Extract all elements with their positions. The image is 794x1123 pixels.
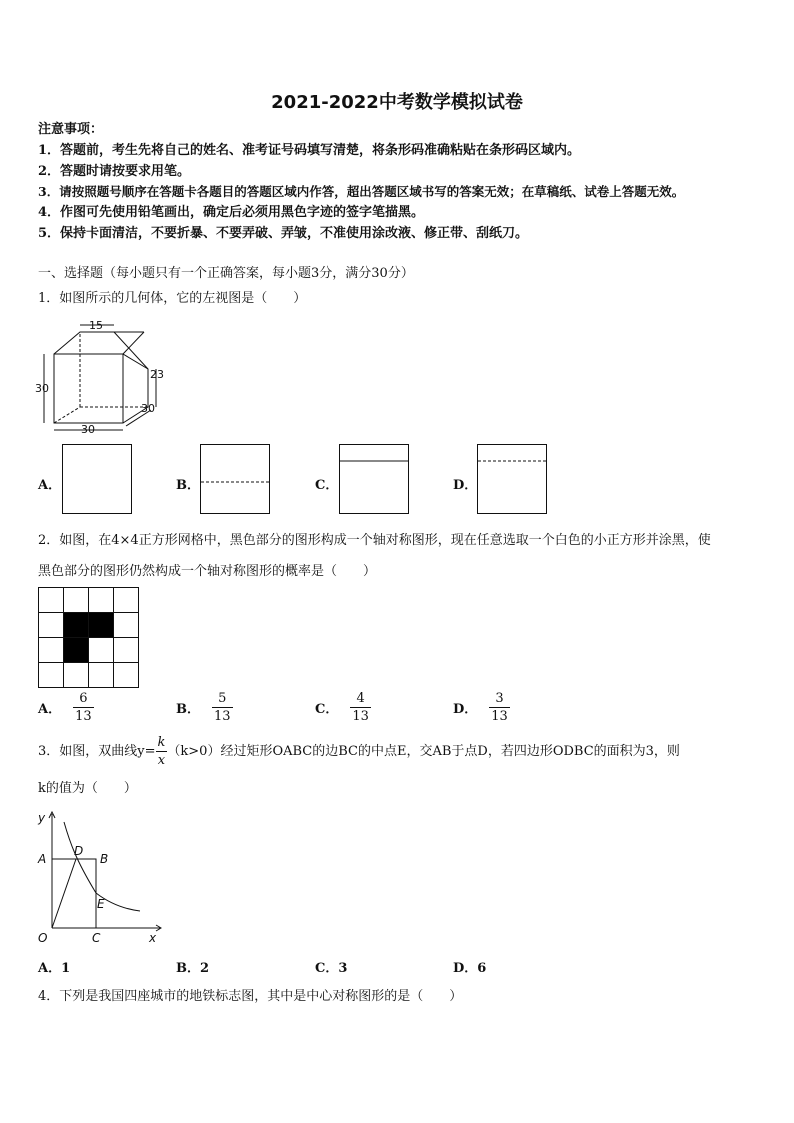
q2-stem-line2: 黑色部分的图形仍然构成一个轴对称图形的概率是（ ）: [38, 564, 377, 579]
numerator: 5: [218, 691, 227, 706]
q2-option-b-fraction: [212, 691, 233, 724]
q3-label-b: B: [100, 852, 109, 866]
numerator: 4: [356, 691, 365, 706]
q3-label-c: C: [92, 931, 101, 945]
q2-option-d-label: D．: [453, 702, 478, 717]
q1-option-c-label: C．: [315, 478, 339, 493]
q4-stem: 4．下列是我国四座城市的地铁标志图，其中是中心对称图形的是（ ）: [38, 989, 463, 1004]
q3-label-o: O: [38, 931, 48, 945]
q2-option-d-fraction: [489, 691, 510, 724]
numerator: 6: [79, 691, 88, 706]
q1-dim-top: 15: [89, 319, 103, 332]
q2-option-d: [453, 691, 510, 724]
q3-stem-post: （k>0）经过矩形OABC的边BC的中点E，交AB于点D，若四边形ODBC的面积为3，则: [167, 743, 680, 759]
q2-grid-figure: [38, 587, 139, 688]
denominator: 13: [352, 709, 369, 724]
q1-option-d-label: D．: [453, 478, 478, 493]
q1-dim-left: 30: [35, 382, 49, 395]
q3-graph-figure: [34, 808, 169, 948]
denominator: x: [157, 753, 166, 768]
notice-item-2: 2．答题时请按要求用笔。: [38, 164, 191, 179]
q3-fraction: [156, 735, 168, 768]
q3-option-b: B．2: [176, 961, 210, 976]
q3-stem-pre: 3．如图，双曲线y=: [38, 743, 156, 759]
q3-label-e: E: [97, 897, 105, 911]
q3-label-y: y: [38, 811, 46, 825]
q1-option-b-figure: [200, 444, 270, 514]
q2-stem-line1: 2．如图，在4×4正方形网格中，黑色部分的图形构成一个轴对称图形，现在任意选取一个白色的小正方形并涂黑，使: [38, 533, 711, 548]
q1-dim-depth: 30: [141, 402, 155, 415]
q2-option-a-fraction: [73, 691, 94, 724]
denominator: 13: [75, 709, 92, 724]
section-heading: 一、选择题（每小题只有一个正确答案，每小题3分，满分30分）: [38, 266, 414, 281]
q2-option-c-label: C．: [315, 702, 339, 717]
numerator: 3: [495, 691, 504, 706]
q1-dim-right: 23: [150, 368, 164, 381]
numerator: k: [157, 735, 166, 750]
notice-item-4: 4．作图可先使用铅笔画出，确定后必须用黑色字迹的签字笔描黑。: [38, 205, 425, 220]
q3-stem-line1: [38, 735, 680, 768]
q1-stem: 1．如图所示的几何体，它的左视图是（ ）: [38, 291, 307, 306]
denominator: 13: [491, 709, 508, 724]
q3-option-c: C．3: [315, 961, 348, 976]
q1-option-d-figure: [477, 444, 547, 514]
q1-dim-bottom: 30: [81, 423, 95, 436]
q3-label-x: x: [149, 931, 157, 945]
q2-option-c-fraction: [350, 691, 371, 724]
notice-item-5: 5．保持卡面清洁，不要折暴、不要弄破、弄皱，不准使用涂改液、修正带、刮纸刀。: [38, 226, 529, 241]
q3-option-d: D．6: [453, 961, 487, 976]
q3-stem-line2: k的值为（ ）: [38, 781, 137, 796]
page-title: 2021-2022中考数学模拟试卷: [271, 92, 523, 113]
q2-option-b: [176, 691, 233, 724]
notice-item-1: 1．答题前，考生先将自己的姓名、准考证号码填写清楚，将条形码准确粘贴在条形码区域内。: [38, 143, 581, 158]
q1-option-c-figure: [339, 444, 409, 514]
q2-option-a: [38, 691, 94, 724]
q2-option-b-label: B．: [176, 702, 200, 717]
q1-option-b-label: B．: [176, 478, 200, 493]
q1-option-a-label: A．: [38, 478, 62, 493]
denominator: 13: [214, 709, 231, 724]
notice-item-3: 3．请按照题号顺序在答题卡各题目的答题区域内作答，超出答题区域书写的答案无效；在草稿纸、试卷上答题无效。: [38, 184, 685, 199]
notice-heading: 注意事项：: [38, 122, 104, 137]
q1-option-a-figure: [62, 444, 132, 514]
q1-solid-figure: [34, 312, 174, 437]
q2-option-a-label: A．: [38, 702, 62, 717]
q2-option-c: [315, 691, 371, 724]
q3-label-a: A: [38, 852, 47, 866]
q3-option-a: A．1: [38, 961, 71, 976]
q3-label-d: D: [74, 844, 84, 858]
